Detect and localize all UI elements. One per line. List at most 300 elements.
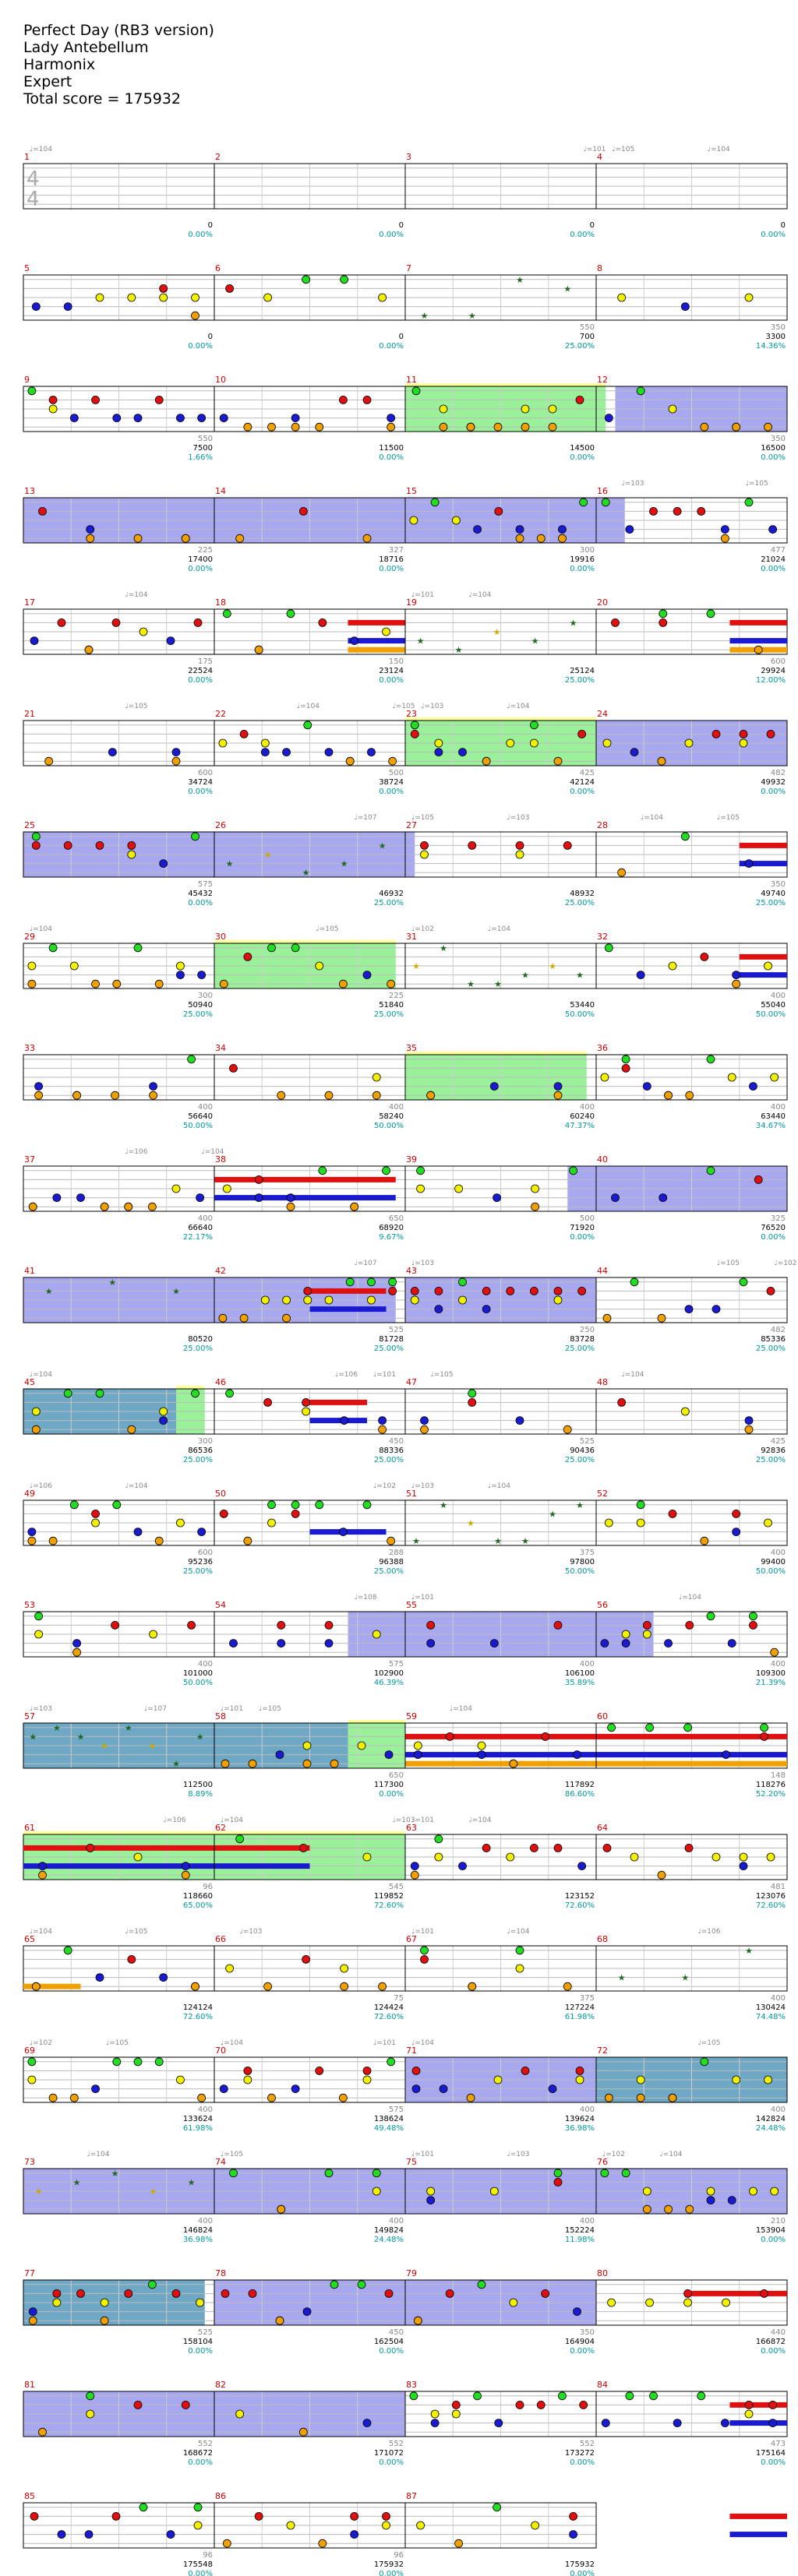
note-gem (160, 1974, 168, 1982)
star-note: ★ (44, 1286, 53, 1297)
note-gem (749, 2187, 757, 2195)
tempo-mark: ♩=104 (30, 925, 52, 933)
note-gem (192, 294, 200, 301)
note-gem (467, 423, 475, 431)
note-gem (771, 1073, 779, 1081)
note-gem (28, 387, 36, 395)
note-gem (474, 2392, 482, 2400)
measure-od-percent: 25.00% (564, 899, 595, 907)
note-gem (605, 414, 613, 422)
measure-running-score: 66640 (188, 1224, 213, 1232)
tempo-mark: ♩=108 (354, 1594, 377, 1602)
measure-note-score: 481 (770, 1883, 786, 1891)
measure-number: 44 (597, 1266, 608, 1276)
measure-number: 51 (406, 1489, 417, 1499)
measure-number: 80 (597, 2268, 608, 2278)
measure-number: 33 (24, 1043, 35, 1053)
star-note: ★ (187, 2177, 196, 2188)
measure-running-score: 68920 (379, 1224, 404, 1232)
measure-od-percent: 50.00% (373, 1122, 404, 1130)
note-gem (459, 1862, 467, 1870)
note-gem (474, 526, 482, 534)
measure-running-score: 173272 (564, 2449, 595, 2458)
note-gem (244, 1537, 252, 1545)
note-gem (176, 1519, 184, 1527)
measure-running-score: 25124 (570, 667, 595, 675)
measure-number: 7 (406, 263, 411, 273)
note-gem (707, 1167, 715, 1175)
staff-system (23, 1266, 787, 1353)
note-gem (658, 1314, 666, 1322)
note-gem (45, 757, 53, 765)
measure-number: 41 (24, 1266, 35, 1276)
note-gem (49, 396, 57, 403)
note-gem (516, 1417, 524, 1425)
note-gem (531, 2521, 539, 2529)
note-gem (659, 1194, 667, 1202)
measure-number: 14 (215, 486, 226, 496)
note-gem (28, 1528, 36, 1536)
note-gem (316, 423, 323, 431)
measure-number: 31 (406, 932, 417, 942)
note-gem (304, 721, 312, 729)
note-gem (554, 1296, 562, 1304)
star-note: ★ (420, 311, 429, 322)
note-gem (673, 507, 681, 515)
measure-note-score: 288 (388, 1549, 404, 1557)
note-gem (28, 980, 36, 988)
measure-od-percent: 12.00% (755, 676, 786, 685)
star-note: ★ (576, 1499, 584, 1510)
measure-running-score: 53440 (570, 1001, 595, 1010)
note-gem (537, 2401, 545, 2409)
measure-od-percent: 36.98% (182, 2236, 213, 2244)
measure-note-score: 525 (388, 1326, 404, 1334)
note-gem (686, 1091, 694, 1099)
measure-number: 53 (24, 1600, 35, 1610)
measure-number: 87 (406, 2491, 417, 2501)
note-gem (339, 2094, 347, 2102)
note-gem (761, 2289, 768, 2297)
measure-running-score: 175932 (564, 2560, 595, 2569)
note-gem (618, 869, 626, 876)
note-gem (316, 1501, 323, 1509)
note-gem (49, 405, 57, 413)
note-gem (701, 953, 708, 960)
note-gem (495, 507, 503, 515)
sustain-bar (214, 1177, 396, 1182)
note-gem (32, 833, 40, 840)
note-gem (96, 1974, 104, 1982)
note-gem (603, 739, 611, 747)
note-gem (325, 1296, 333, 1304)
measure-note-score: 210 (770, 2217, 786, 2225)
measure-running-score: 48932 (570, 890, 595, 898)
note-gem (219, 739, 227, 747)
tempo-mark: ♩=103 (411, 1260, 434, 1267)
measure-od-percent: 25.00% (564, 1344, 595, 1353)
measure-note-score: 400 (579, 1103, 595, 1112)
note-gem (39, 507, 47, 515)
tempo-mark: ♩=102 (602, 2151, 625, 2158)
measure-note-score: 482 (770, 769, 786, 777)
note-gem (603, 1314, 611, 1322)
star-note: ★ (124, 1722, 132, 1733)
note-gem (155, 980, 163, 988)
note-gem (346, 757, 354, 765)
staff-system (23, 597, 787, 685)
measure-number: 49 (24, 1489, 35, 1499)
note-gem (236, 1835, 244, 1843)
measure-od-percent: 0.00% (570, 1233, 595, 1242)
note-gem (35, 1612, 43, 1620)
note-gem (192, 1390, 200, 1397)
sustain-bar (730, 2514, 788, 2519)
note-gem (707, 2187, 715, 2195)
note-gem (148, 1203, 156, 1210)
note-gem (411, 730, 418, 738)
measure-running-score: 7500 (192, 444, 213, 453)
note-gem (172, 757, 180, 765)
measure-number: 48 (597, 1377, 608, 1387)
tempo-mark: ♩=101 (373, 1371, 396, 1379)
note-gem (226, 1390, 234, 1397)
measure-note-score: 575 (388, 2106, 404, 2114)
note-gem (373, 2187, 380, 2195)
note-gem (330, 2281, 338, 2289)
note-gem (73, 1091, 81, 1099)
measure-number: 11 (406, 375, 417, 385)
measure-running-score: 23124 (379, 667, 404, 675)
measure-running-score: 123076 (755, 1892, 786, 1901)
measure-note-score: 473 (770, 2440, 786, 2448)
note-gem (383, 628, 390, 636)
note-gem (622, 1640, 630, 1647)
note-gem (542, 2289, 549, 2297)
note-gem (507, 1287, 514, 1295)
note-gem (530, 1844, 538, 1852)
sustain-bar (214, 1195, 396, 1200)
note-gem (188, 1055, 196, 1063)
note-gem (64, 1390, 72, 1397)
measure-note-score: 477 (770, 546, 786, 555)
difficulty: Expert (23, 73, 72, 90)
measure-running-score: 55040 (761, 1001, 786, 1010)
note-gem (363, 2076, 371, 2084)
note-gem (387, 1537, 395, 1545)
note-gem (49, 1537, 57, 1545)
note-gem (494, 423, 502, 431)
note-gem (167, 2531, 175, 2539)
measure-number: 10 (215, 375, 226, 385)
note-gem (389, 1278, 397, 1286)
measure-number: 17 (24, 597, 35, 608)
note-gem (373, 1630, 380, 1638)
measure-note-score: 450 (388, 2328, 404, 2337)
note-gem (39, 1871, 47, 1879)
note-gem (128, 841, 136, 849)
note-gem (412, 387, 420, 395)
note-gem (255, 1175, 263, 1183)
measure-running-score: 90436 (570, 1447, 595, 1455)
note-gem (363, 2067, 371, 2074)
note-gem (367, 1296, 375, 1304)
measure-note-score: 545 (388, 1883, 404, 1891)
note-gem (287, 1194, 295, 1202)
note-gem (172, 1185, 180, 1193)
note-gem (754, 646, 762, 654)
measure-running-score: 29924 (761, 667, 786, 675)
tempo-mark: ♩=102 (411, 925, 434, 933)
tempo-mark: ♩=105 (125, 703, 148, 710)
sustain-bar (23, 1863, 310, 1869)
note-gem (302, 276, 310, 284)
note-gem (669, 2094, 676, 2102)
measure-running-score: 58240 (379, 1112, 404, 1121)
note-gem (70, 2094, 78, 2102)
note-gem (707, 1612, 715, 1620)
note-gem (387, 414, 395, 422)
note-gem (223, 610, 231, 618)
note-gem (452, 516, 460, 524)
sustain-bar (730, 620, 788, 625)
measure-note-score: 425 (579, 769, 595, 777)
note-gem (580, 2401, 588, 2409)
note-gem (563, 841, 571, 849)
measure-note-score: 327 (388, 546, 404, 555)
note-gem (712, 1853, 720, 1861)
note-gem (707, 1055, 715, 1063)
note-gem (277, 2205, 285, 2213)
note-gem (721, 534, 729, 542)
measure-od-percent: 52.20% (755, 1790, 786, 1799)
note-gem (176, 2076, 184, 2084)
note-gem (160, 1408, 168, 1415)
measure-number: 66 (215, 1934, 226, 1944)
note-gem (764, 423, 772, 431)
note-gem (455, 2539, 463, 2547)
measure-number: 43 (406, 1266, 417, 1276)
note-gem (601, 2169, 609, 2177)
note-gem (92, 1519, 100, 1527)
tempo-mark: ♩=104 (707, 146, 730, 153)
note-gem (478, 1751, 486, 1759)
sustain-bar (348, 620, 406, 625)
note-gem (637, 1501, 644, 1509)
tempo-mark: ♩=104 (659, 2151, 683, 2158)
note-gem (226, 1965, 234, 1972)
measure-running-score: 0 (207, 221, 213, 230)
measure-od-percent: 61.98% (564, 2013, 595, 2021)
note-gem (650, 2392, 658, 2400)
note-gem (421, 841, 429, 849)
measure-running-score: 56640 (188, 1112, 213, 1121)
note-gem (112, 2512, 120, 2520)
note-gem (669, 1510, 676, 1517)
note-gem (70, 962, 78, 970)
note-gem (182, 1871, 189, 1879)
note-gem (367, 749, 375, 756)
note-gem (761, 1724, 768, 1732)
sustain-bar (730, 2532, 788, 2537)
measure-od-percent: 9.67% (379, 1233, 404, 1242)
note-gem (410, 516, 418, 524)
note-gem (167, 637, 175, 645)
note-gem (319, 618, 327, 626)
note-gem (220, 1510, 228, 1517)
staff-system (23, 2380, 787, 2467)
measure-running-score: 3300 (765, 333, 786, 341)
note-gem (379, 1425, 387, 1433)
measure-od-percent: 0.00% (761, 2236, 786, 2244)
note-gem (712, 730, 720, 738)
staff-system (23, 1154, 787, 1242)
note-gem (482, 1306, 490, 1313)
measure-note-score: 400 (770, 992, 786, 1000)
note-gem (745, 1425, 753, 1433)
note-gem (507, 1853, 514, 1861)
note-gem (622, 1064, 630, 1072)
note-gem (646, 1724, 654, 1732)
measure-running-score: 175548 (182, 2560, 213, 2569)
measure-running-score: 0 (589, 221, 595, 230)
note-gem (240, 730, 248, 738)
measure-running-score: 118276 (755, 1781, 786, 1789)
note-gem (764, 962, 772, 970)
note-gem (421, 1955, 429, 1963)
note-gem (531, 1185, 539, 1193)
measure-note-score: 600 (197, 1549, 213, 1557)
measure-od-percent: 72.60% (373, 1901, 404, 1910)
measure-running-score: 50940 (188, 1001, 213, 1010)
measure-note-score: 148 (770, 1771, 786, 1780)
note-gem (346, 1278, 354, 1286)
measure-od-percent: 0.00% (379, 1790, 404, 1799)
note-gem (28, 2076, 36, 2084)
measure-running-score: 175932 (373, 2560, 404, 2569)
measure-running-score: 152224 (564, 2226, 595, 2235)
tempo-mark: ♩=104 (221, 1817, 243, 1824)
note-gem (194, 2521, 202, 2529)
note-gem (478, 2281, 486, 2289)
note-gem (188, 1621, 196, 1629)
note-gem (554, 1844, 562, 1852)
note-gem (221, 2289, 229, 2297)
measure-number: 78 (215, 2268, 226, 2278)
note-gem (244, 2076, 252, 2084)
measure-od-percent: 25.00% (373, 1567, 404, 1576)
tempo-mark: ♩=104 (641, 814, 663, 822)
staff-system (23, 1489, 787, 1576)
measure-number: 74 (215, 2157, 226, 2167)
measure-running-score: 700 (579, 333, 595, 341)
measure-note-score: 425 (770, 1437, 786, 1446)
star-note: ★ (531, 636, 539, 647)
note-gem (196, 1194, 204, 1202)
note-gem (531, 1203, 539, 1210)
tempo-mark: ♩=107 (354, 814, 377, 822)
note-gem (574, 1751, 581, 1759)
measure-running-score: 83728 (570, 1335, 595, 1344)
time-signature-bottom: 4 (26, 188, 40, 211)
note-gem (435, 1306, 443, 1313)
note-gem (733, 1528, 740, 1536)
note-gem (87, 534, 94, 542)
star-note: ★ (412, 1536, 420, 1547)
tempo-mark: ♩=106 (163, 1817, 186, 1824)
note-gem (684, 2299, 692, 2306)
measure-od-percent: 0.00% (570, 565, 595, 573)
note-gem (740, 730, 747, 738)
note-gem (605, 944, 613, 952)
measure-number: 35 (406, 1043, 417, 1053)
note-gem (516, 1947, 524, 1954)
note-gem (198, 414, 206, 422)
note-gem (622, 1630, 630, 1638)
measure-od-percent: 0.00% (188, 342, 213, 351)
measure-od-percent: 0.00% (761, 453, 786, 462)
tempo-mark: ♩=104 (125, 1482, 148, 1490)
note-gem (383, 2512, 390, 2520)
note-gem (287, 1203, 295, 1210)
measure-od-percent: 0.00% (379, 342, 404, 351)
note-gem (554, 1287, 562, 1295)
note-gem (249, 1760, 256, 1767)
measure-running-score: 46932 (379, 890, 404, 898)
note-gem (325, 749, 333, 756)
measure-od-percent: 35.89% (564, 1679, 595, 1687)
measure-number: 26 (215, 820, 226, 830)
note-gem (363, 534, 371, 542)
note-gem (176, 971, 184, 979)
note-gem (358, 2281, 365, 2289)
measure-number: 64 (597, 1823, 608, 1833)
measure-od-percent: 8.89% (188, 1790, 213, 1799)
note-gem (712, 1306, 720, 1313)
measure-running-score: 76520 (761, 1224, 786, 1232)
note-gem (530, 721, 538, 729)
measure-od-percent: 21.39% (755, 1679, 786, 1687)
measure-od-percent: 25.00% (564, 676, 595, 685)
tempo-mark: ♩=101 (411, 1928, 434, 1936)
note-gem (767, 1287, 775, 1295)
sustain-bar (310, 1306, 387, 1312)
note-gem (383, 1167, 390, 1175)
note-gem (452, 2401, 460, 2409)
measure-note-score: 400 (197, 2217, 213, 2225)
note-gem (530, 1287, 538, 1295)
note-gem (771, 2187, 779, 2195)
note-gem (134, 414, 142, 422)
note-gem (637, 971, 644, 979)
measure-note-score: 350 (770, 880, 786, 889)
staff-system (23, 820, 787, 907)
measure-running-score: 85336 (761, 1335, 786, 1344)
measure-number: 22 (215, 709, 226, 719)
tempo-mark: ♩=101 (411, 2151, 434, 2158)
note-gem (363, 971, 371, 979)
star-note: ★ (416, 636, 425, 647)
note-gem (411, 1287, 418, 1295)
measure-number: 30 (215, 932, 226, 942)
note-gem (255, 2512, 263, 2520)
measure-number: 63 (406, 1823, 417, 1833)
note-gem (578, 1287, 586, 1295)
measure-od-percent: 0.00% (188, 676, 213, 685)
measure-od-percent: 50.00% (182, 1679, 213, 1687)
note-gem (510, 1760, 517, 1767)
tempo-mark: ♩=103 (621, 480, 644, 488)
